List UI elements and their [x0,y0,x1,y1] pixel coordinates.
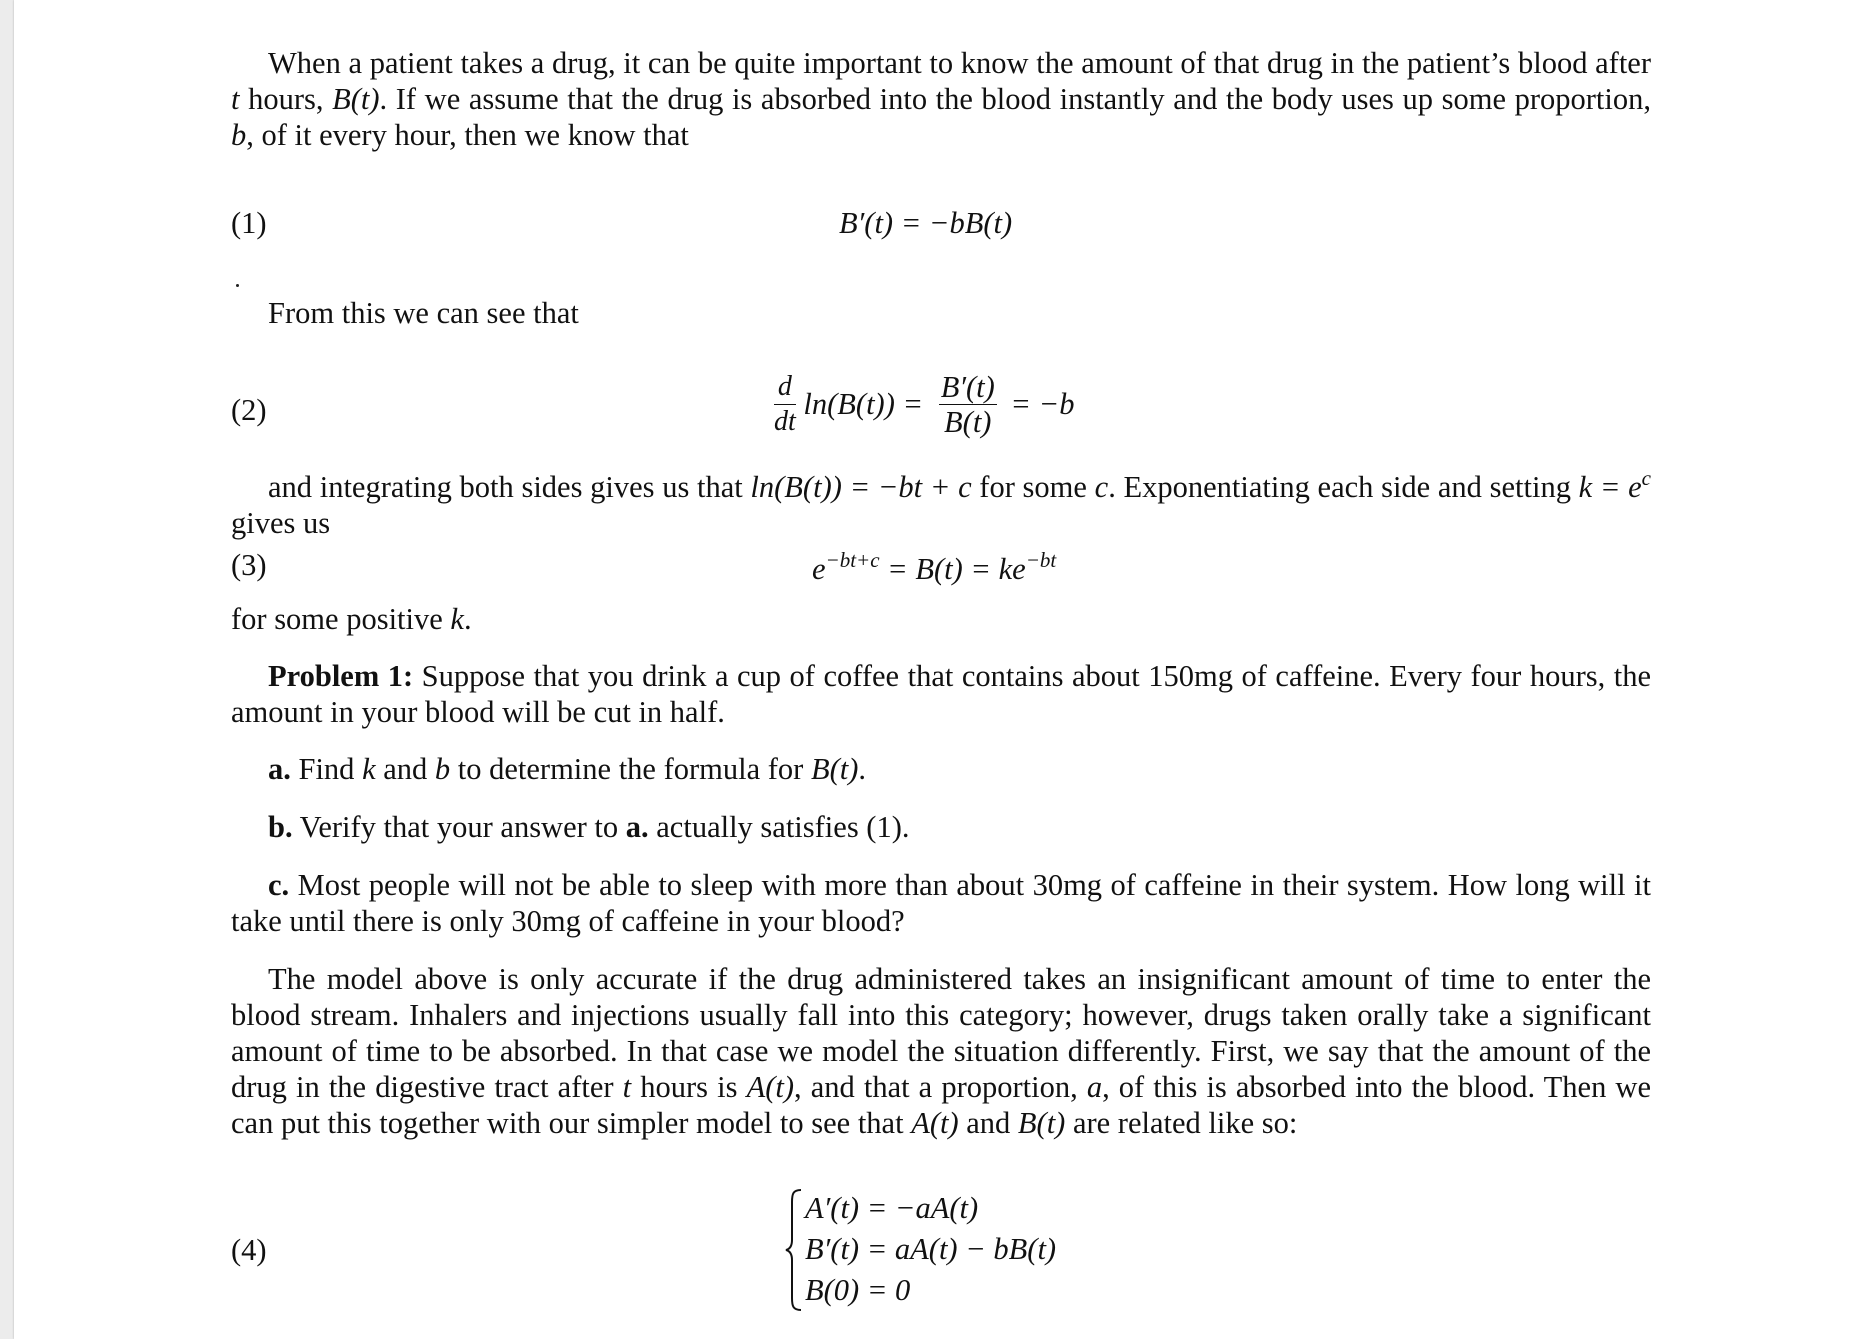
intro-text: When a patient takes a drug, it can be quite important to know the amount of that drug in the patient’s blood after [268,46,1651,80]
intro-text: , of it every hour, then we know that [246,118,689,152]
var-t: t [231,82,240,116]
eq4-line: B′(t) = aA(t) − bB(t) [805,1232,1057,1266]
body-text: , of this is absorbed into the blood. Then we can put this together with our simpler model to see that [231,1070,1651,1140]
ln-term: ln(B(t)) = [803,387,924,421]
eq3-label: (3) [231,548,267,582]
fraction-denominator: B(t) [944,405,992,439]
var-a: a [1086,1070,1103,1104]
part-c [231,867,1651,939]
var-Bt: B(t) [332,82,380,116]
superscript: c [1641,466,1651,490]
intro-text: . If we assume that the drug is absorbed into the blood instantly and the body uses up some proportion, [379,82,1652,116]
intro-paragraph [231,45,1651,153]
var-t: t [622,1070,632,1104]
exponent: −bt [1025,548,1057,572]
body-text: hours is [631,1070,747,1104]
rhs-term: = −b [1010,387,1075,421]
body-text: . [463,602,472,636]
from-this-text: From this we can see that [268,296,579,330]
inline-math: ln(B(t)) = −bt + c [750,470,972,504]
stray-period [236,284,239,287]
body-text: are related like so: [1065,1106,1298,1140]
body-text: . Exponentiating each side and setting [1108,470,1579,504]
body-text: for some [971,470,1095,504]
body-text: to determine the formula for [450,752,811,786]
eq4-system [805,1188,1056,1311]
var-b: b [434,752,451,786]
integrating-paragraph [231,460,1651,541]
eq3-formula [812,548,1056,587]
problem1-title: Problem 1: [268,659,414,693]
fraction-numerator: d [774,372,796,405]
fraction-numerator: B′(t) [940,370,995,404]
exponent: −bt+c [825,548,880,572]
intro-text: hours, [239,82,333,116]
problem1-text: Suppose that you drink a cup of coffee that contains about 150mg of caffeine. Every four hours, the amount in your blood will be cut in half. [231,659,1652,729]
ratio-fraction [939,372,997,437]
part-b-label: b. [268,810,293,844]
var-c: c [1094,470,1109,504]
var-At: A(t) [911,1106,959,1140]
part-a-label: a. [268,752,291,786]
eq4-line: A′(t) = −aA(t) [805,1191,979,1225]
eq4-line: B(0) = 0 [805,1273,911,1307]
body-text: Find [290,752,363,786]
body-text: Verify that your answer to [292,810,626,844]
eq2-formula [774,372,1074,437]
model-paragraph [231,961,1651,1141]
part-c-label: c. [268,868,290,902]
part-b [268,809,910,845]
body-text: for some positive [231,602,451,636]
eq1-formula: B′(t) = −bB(t) [839,206,1013,240]
base-e: e [812,552,826,586]
fraction-denominator: dt [774,406,796,437]
inline-math: k = e [1578,470,1642,504]
for-some-text [231,601,472,637]
body-text: and [375,752,435,786]
body-text: and integrating both sides gives us that [268,470,751,504]
middle-term: = B(t) = ke [879,552,1026,586]
body-text: The model above is only accurate if the drug administered takes an insignificant amount of time to enter the blood stream. Inhalers and injections usually fall into this category; however, drugs taken orally take a significant amount of time to be absorbed. In that case we model the situation differently. First, we say that the amount of the drug in the digestive tract after [231,962,1651,1104]
part-a [268,751,866,787]
eq4-label: (4) [231,1233,267,1267]
document-page [14,0,1855,1339]
derivative-fraction [774,372,796,437]
var-At: A(t) [746,1070,794,1104]
body-text: and [958,1106,1018,1140]
body-text: , and that a proportion, [793,1070,1087,1104]
var-b: b [231,118,247,152]
problem1-paragraph [231,658,1651,730]
body-text: . [858,752,866,786]
part-c-text: Most people will not be able to sleep with more than about 30mg of caffeine in their system. How long will it take until there is only 30mg of caffeine in your blood? [231,868,1651,938]
var-Bt: B(t) [1017,1106,1066,1140]
var-k: k [450,602,464,636]
body-text: actually satisfies (1). [648,810,910,844]
part-ref: a. [625,810,649,844]
left-brace [784,1188,804,1312]
body-text: gives us [231,506,331,540]
eq1-label: (1) [231,206,267,240]
var-Bt: B(t) [810,752,859,786]
var-k: k [362,752,376,786]
eq2-label: (2) [231,393,267,427]
